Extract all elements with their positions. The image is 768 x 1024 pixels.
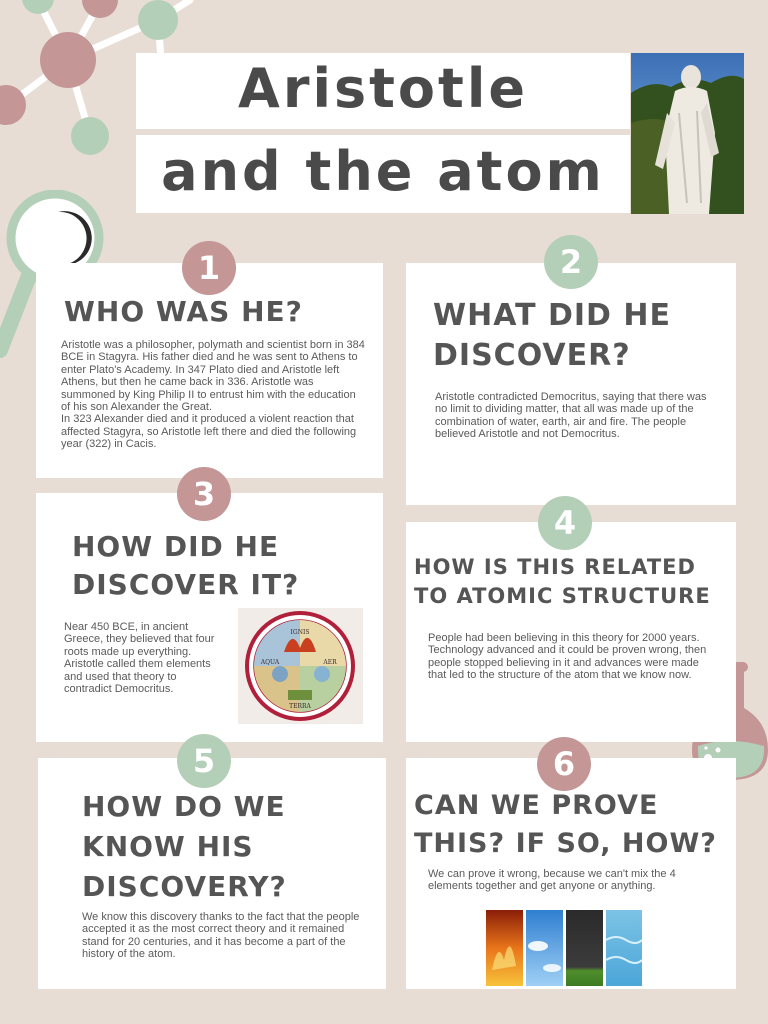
section-heading-1: WHO WAS HE? [64, 295, 303, 328]
section-heading-5: HOW DO WE KNOW HIS DISCOVERY? [82, 790, 287, 903]
section-text-5-paragraph-1: We know this discovery thanks to the fact that the people accepted it as the most correct theory and it remained stand for 20 centuries, and it has become a part of the history of the atom. [82, 911, 360, 961]
section-heading-3: HOW DID HE DISCOVER IT? [72, 530, 300, 601]
section-text-4-paragraph-1: People had been believing in this theory for 2000 years. Technology advanced and it could be proven wrong, then people stopped believing in it and advances were made that led to the structure of the atom that we know now. [428, 632, 707, 682]
section-text-6-paragraph-1: We can prove it wrong, because we can't mix the 4 elements together and get anyone or anything. [428, 868, 676, 893]
section-text-3 [64, 621, 224, 695]
section-text-4 [428, 632, 708, 682]
aristotle-statue-image [631, 53, 744, 214]
section-text-6 [428, 868, 713, 893]
title-box-line-2 [136, 135, 630, 213]
four-elements-diagram [238, 608, 363, 724]
diagram-label-aer: AER [323, 659, 337, 666]
section-heading-4: HOW IS THIS RELATED TO ATOMIC STRUCTURE [414, 555, 711, 608]
section-text-1 [61, 339, 366, 451]
diagram-label-terra: TERRA [289, 703, 311, 710]
section-text-5 [82, 911, 362, 961]
title-box-line-1 [136, 53, 630, 129]
page-title-line-2: and the atom [161, 140, 605, 203]
section-text-3-paragraph-1: Near 450 BCE, in ancient Greece, they believed that four roots made up everything. Aristotle called them elements and used that theory to contradict Democritus. [64, 621, 215, 696]
section-number-badge-3: 3 [177, 467, 231, 521]
section-text-2-paragraph-1: Aristotle contradicted Democritus, saying that there was no limit to dividing matter, that all was made up of the combination of water, earth, air and fire. The people believed Aristotle and not Democritus. [435, 391, 707, 441]
page-title-line-1: Aristotle [238, 57, 528, 120]
section-number-badge-1: 1 [182, 241, 236, 295]
section-number-badge-4: 4 [538, 496, 592, 550]
section-heading-6: CAN WE PROVE THIS? IF SO, HOW? [414, 790, 717, 859]
section-text-1-paragraph-2: In 323 Alexander died and it produced a violent reaction that affected Stagyra, so Aristotle left there and died the following year (322) in Cacis. [61, 413, 357, 451]
diagram-label-aqua: AQUA [260, 659, 280, 666]
section-heading-2: WHAT DID HE DISCOVER? [433, 298, 672, 373]
section-number-badge-2: 2 [544, 235, 598, 289]
section-text-2 [435, 391, 715, 441]
elements-photo-strip [486, 910, 642, 986]
section-number-badge-6: 6 [537, 737, 591, 791]
section-text-1-paragraph-1: Aristotle was a philosopher, polymath and scientist born in 384 BCE in Stagyra. His father died and he was sent to Athens to enter Plato's Academy. In 347 Plato died and Aristotle left Athens, but then he came back in 336. Aristotle was summoned by King Philip II to entrust him with the education of his son Alexander the Great. [61, 339, 365, 414]
diagram-label-ignis: IGNIS [290, 629, 310, 636]
section-number-badge-5: 5 [177, 734, 231, 788]
